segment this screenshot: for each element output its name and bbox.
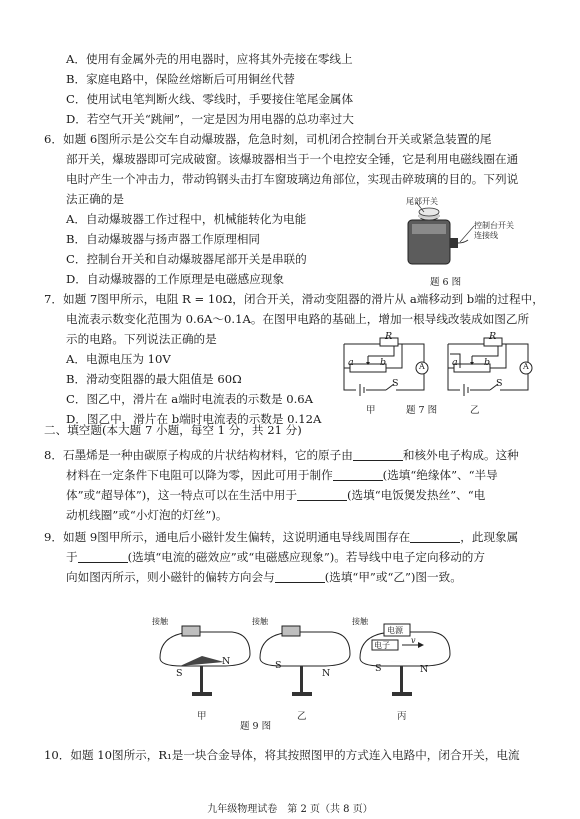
q9-electron-label: 电子: [374, 641, 390, 650]
q9-label-jia: 甲: [197, 711, 207, 722]
q10-line1: 10．如题 10图所示，R₁是一块合金导体，将其按照图甲的方式连入电路中，闭合开关，电流: [44, 748, 520, 762]
tail-switch-label: 尾部开关: [406, 197, 438, 206]
section2-title: 二、填空题(本大题 7 小题，每空 1 分，共 21 分): [44, 423, 302, 437]
jia-ammeter-label: A: [419, 362, 425, 371]
q7-stem-line1: 7．如题 7图甲所示，电阻 R = 10Ω，闭合开关，滑动变阻器的滑片从 a端移动到 b端的过程中，: [44, 292, 544, 306]
q6-stem-line1: 6．如题 6图所示是公交车自动爆玻器，危急时刻，司机闭合控制台开关或紧急装置的尾: [44, 132, 492, 146]
label-yi: 乙: [470, 405, 480, 416]
q8-blank-3[interactable]: [297, 488, 347, 501]
q9-n-bing: N: [420, 664, 429, 675]
q9-line2: 于 (选填“电流的磁效应”或“电磁感应现象”)。若导线中电子定向移动的方: [66, 550, 485, 564]
q8-line3: 体”或“超导体”)，这一特点可以在生活中用于 (选填“电饭煲发热丝”、“电: [66, 488, 486, 502]
q9-s-jia: S: [176, 668, 183, 679]
yi-r-label: R: [489, 331, 497, 342]
page-footer: 九年级物理试卷 第 2 页（共 8 页）: [207, 804, 373, 815]
q8-blank-1[interactable]: [353, 448, 403, 461]
q7-stem-line2: 电流表示数变化范围为 0.6A～0.1A。在图甲电路的基础上，增加一根导线改装成如图乙所: [66, 312, 530, 326]
q8-line4: 动机线圈”或“小灯泡的灯丝”)。: [66, 508, 228, 522]
q6-option-d: D．自动爆玻器的工作原理是电磁感应现象: [66, 272, 284, 286]
fig6-caption: 题 6 图: [430, 277, 462, 288]
q9-s-bing: S: [375, 663, 382, 674]
label-jia: 甲: [366, 405, 376, 416]
q7-stem-line3: 示的电路。下列说法正确的是: [66, 332, 217, 346]
q9-compass-figures: [152, 614, 452, 706]
q8-line1: 8．石墨烯是一种由碳原子构成的片状结构材料，它的原子由 和核外电子构成。这种: [44, 448, 519, 462]
console-switch-label: 控制台开关: [474, 221, 514, 230]
q6-option-b: B．自动爆玻器与扬声器工作原理相同: [66, 232, 261, 246]
q9-n-yi: N: [322, 668, 331, 679]
q6-option-a: A．自动爆玻器工作过程中，机械能转化为电能: [66, 212, 307, 226]
yi-b-label: b: [484, 357, 491, 368]
q6-stem-line2: 部开关，爆玻器即可完成破窗。该爆玻器相当于一个电控安全锤，它是利用电磁线圈在通: [66, 152, 519, 166]
yi-s-label: S: [496, 378, 503, 389]
q9-label-yi: 乙: [297, 711, 307, 722]
q9-battery-label: 电源: [387, 626, 403, 635]
q7-option-c: C．图乙中，滑片在 a端时电流表的示数是 0.6A: [66, 392, 314, 406]
q9-velocity-label: v: [411, 636, 416, 645]
q9-blank-2[interactable]: [78, 550, 128, 563]
yi-ammeter-label: A: [523, 362, 529, 371]
wire-label: 连接线: [474, 231, 498, 240]
fig7-caption: 题 7 图: [406, 405, 438, 416]
jia-r-label: R: [385, 331, 393, 342]
q5-option-b: B．家庭电路中，保险丝熔断后可用铜丝代替: [66, 72, 295, 86]
q5-option-a: A．使用有金属外壳的用电器时，应将其外壳接在零线上: [66, 52, 353, 66]
q9-blank-1[interactable]: [410, 530, 460, 543]
q6-option-c: C．控制台开关和自动爆玻器尾部开关是串联的: [66, 252, 307, 266]
q9-touch-label-jia: 接触: [152, 617, 168, 626]
q9-s-yi: S: [275, 660, 282, 671]
q7-option-b: B．滑动变阻器的最大阻值是 60Ω: [66, 372, 242, 386]
q9-n-jia: N: [222, 656, 231, 667]
jia-a-label: a: [348, 357, 354, 368]
q5-option-c: C．使用试电笔判断火线、零线时，手要接住笔尾金属体: [66, 92, 354, 106]
q7-option-d: D．图乙中，滑片在 b端时电流表的示数是 0.12A: [66, 412, 322, 426]
jia-s-label: S: [392, 378, 399, 389]
q7-option-a: A．电源电压为 10V: [66, 352, 171, 366]
q9-label-bing: 丙: [397, 711, 407, 722]
q9-line3: 向如图丙所示，则小磁针的偏转方向会与 (选填“甲”或“乙”)图一致。: [66, 570, 462, 584]
q6-stem-line3: 电时产生一个冲击力，带动钨钢头击打车窗玻璃边角部位，实现击碎玻璃的目的。下列说: [66, 172, 519, 186]
q9-blank-3[interactable]: [275, 570, 325, 583]
q8-blank-2[interactable]: [333, 468, 383, 481]
q5-option-d: D．若空气开关“跳闸”，一定是因为用电器的总功率过大: [66, 112, 354, 126]
fig9-caption: 题 9 图: [240, 721, 272, 732]
q8-line2: 材料在一定条件下电阻可以降为零，因此可用于制作 (选填“绝缘体”、“半导: [66, 468, 498, 482]
q9-line1: 9．如题 9图甲所示，通电后小磁针发生偏转，这说明通电导线周围存在 ，此现象属: [44, 530, 519, 544]
yi-a-label: a: [452, 357, 458, 368]
q9-touch-label-yi: 接触: [252, 617, 268, 626]
jia-b-label: b: [380, 357, 387, 368]
q6-stem-line4: 法正确的是: [66, 192, 124, 206]
q9-touch-label-bing: 接触: [352, 617, 368, 626]
